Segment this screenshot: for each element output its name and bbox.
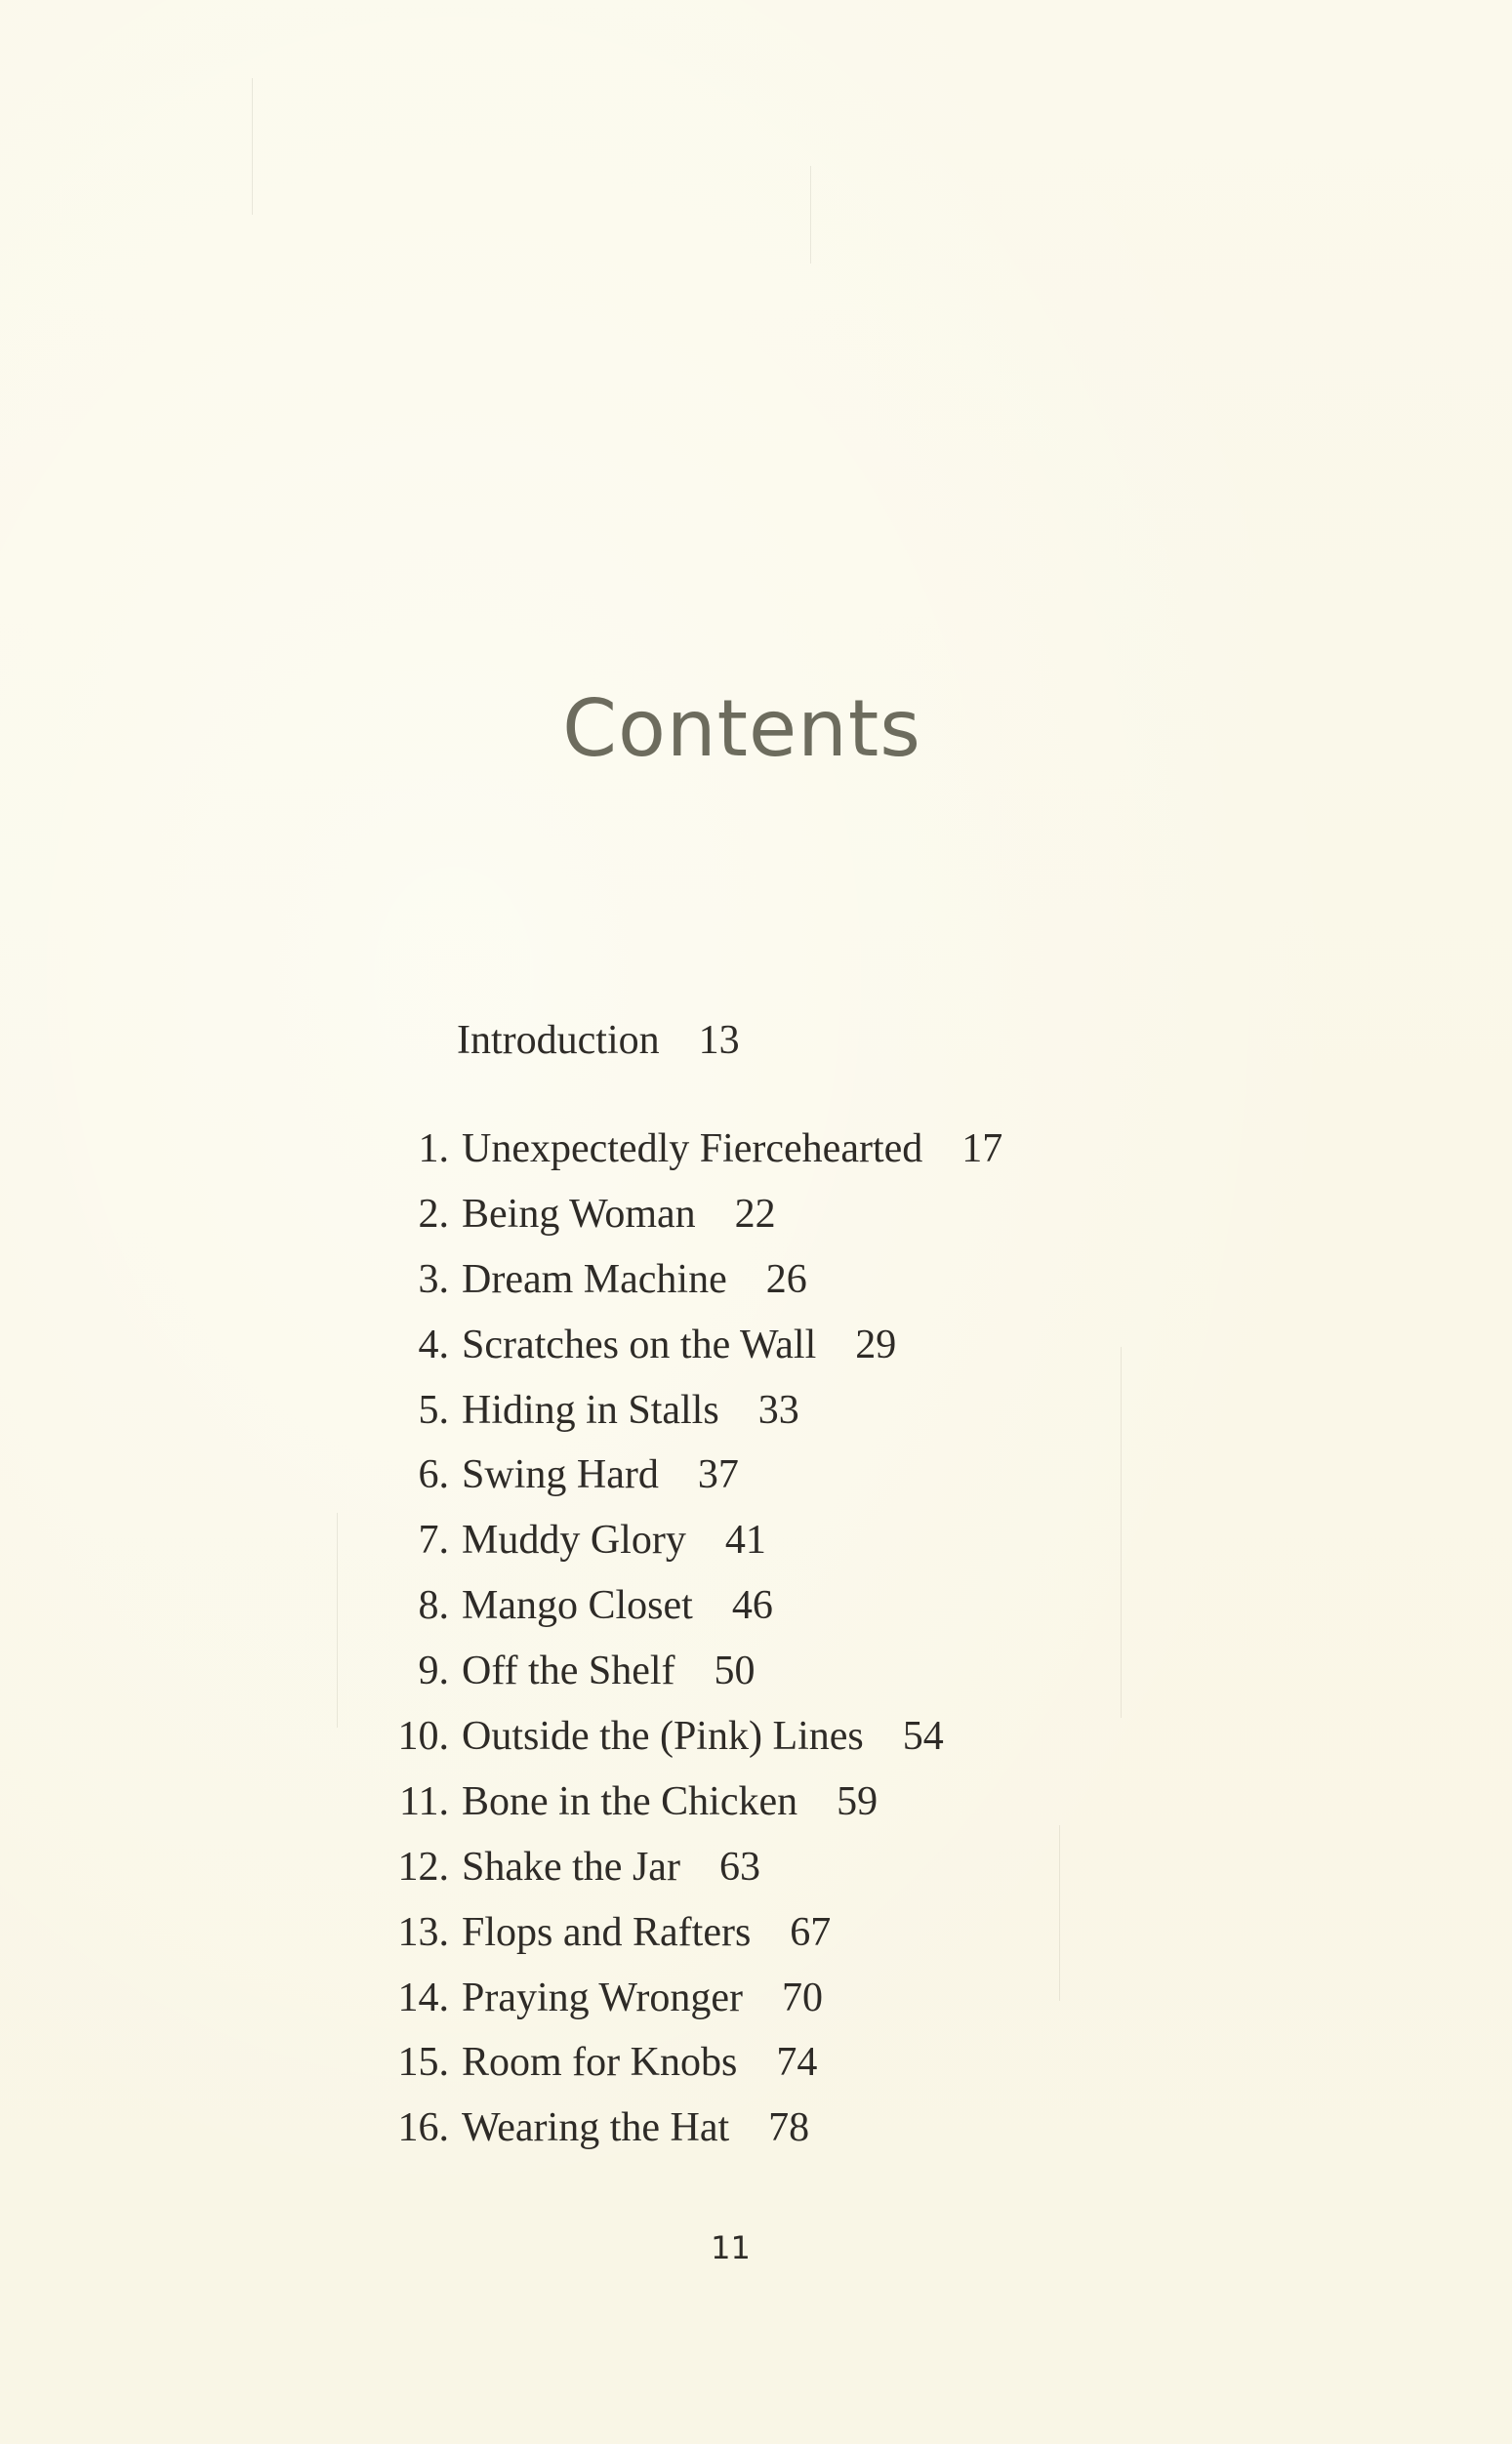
chapter-page-number: 37 (697, 1452, 739, 1498)
toc-entry (371, 1909, 1249, 1975)
scan-mark (252, 78, 253, 215)
chapter-page-number: 50 (714, 1649, 756, 1694)
page-folio: 11 (711, 2229, 751, 2266)
toc-introduction (457, 1017, 740, 1064)
chapter-page-number: 67 (790, 1909, 832, 1955)
chapter-number: 2. (418, 1191, 449, 1237)
toc-entry (371, 2104, 1249, 2170)
chapter-page-number: 59 (837, 1778, 879, 1824)
chapter-number: 14. (397, 1975, 449, 2020)
chapter-number: 15. (397, 2040, 449, 2086)
toc-entry (371, 2039, 1249, 2104)
chapter-page-number: 63 (718, 1844, 760, 1890)
chapter-title: Flops and Rafters (462, 1909, 752, 1955)
chapter-page-number: 33 (757, 1387, 799, 1433)
chapter-number: 13. (397, 1909, 449, 1955)
chapter-page-number: 74 (776, 2040, 818, 2086)
chapter-title: Scratches on the Wall (462, 1322, 817, 1367)
table-of-contents (371, 1125, 1249, 2170)
chapter-title: Room for Knobs (462, 2040, 738, 2086)
chapter-title: Mango Closet (462, 1583, 693, 1629)
chapter-number: 5. (418, 1387, 449, 1433)
chapter-page-number: 78 (768, 2105, 810, 2151)
chapter-number: 10. (397, 1714, 449, 1760)
chapter-number: 3. (418, 1256, 449, 1302)
chapter-title: Muddy Glory (462, 1518, 686, 1564)
toc-entry (371, 1713, 1249, 1778)
chapter-number: 4. (418, 1322, 449, 1367)
toc-entry (371, 1648, 1249, 1713)
toc-entry (371, 1517, 1249, 1582)
chapter-page-number: 54 (902, 1714, 944, 1760)
scan-mark (337, 1513, 338, 1728)
chapter-title: Wearing the Hat (462, 2105, 730, 2151)
chapter-title: Swing Hard (462, 1452, 659, 1498)
chapter-number: 9. (418, 1649, 449, 1694)
chapter-number: 12. (397, 1844, 449, 1890)
chapter-page-number: 22 (734, 1191, 776, 1237)
chapter-page-number: 41 (724, 1518, 766, 1564)
chapter-title: Praying Wronger (462, 1975, 743, 2020)
toc-entry (371, 1322, 1249, 1387)
introduction-title: Introduction (457, 1018, 660, 1063)
toc-entry (371, 1778, 1249, 1844)
toc-entry (371, 1844, 1249, 1909)
toc-entry (371, 1975, 1249, 2040)
toc-entry (371, 1387, 1249, 1452)
chapter-page-number: 29 (855, 1322, 897, 1367)
chapter-title: Bone in the Chicken (462, 1778, 798, 1824)
chapter-number: 8. (418, 1583, 449, 1629)
chapter-page-number: 26 (765, 1256, 807, 1302)
chapter-title: Hiding in Stalls (462, 1387, 719, 1433)
chapter-page-number: 46 (731, 1583, 773, 1629)
chapter-page-number: 17 (961, 1126, 1003, 1171)
toc-entry (371, 1582, 1249, 1648)
toc-entry (371, 1451, 1249, 1517)
chapter-title: Off the Shelf (462, 1649, 675, 1694)
chapter-number: 11. (399, 1778, 449, 1824)
chapter-title: Unexpectedly Fiercehearted (462, 1126, 923, 1171)
chapter-number: 7. (418, 1518, 449, 1564)
chapter-title: Being Woman (462, 1191, 696, 1237)
chapter-number: 1. (418, 1126, 449, 1171)
toc-entry (371, 1125, 1249, 1191)
chapter-page-number: 70 (781, 1975, 823, 2020)
chapter-title: Dream Machine (462, 1256, 727, 1302)
introduction-page-number: 13 (698, 1018, 740, 1063)
toc-entry (371, 1191, 1249, 1256)
page-title: Contents (562, 683, 921, 774)
chapter-number: 16. (397, 2105, 449, 2151)
chapter-number: 6. (418, 1452, 449, 1498)
scan-mark (810, 166, 811, 264)
toc-entry (371, 1256, 1249, 1322)
chapter-title: Outside the (Pink) Lines (462, 1714, 864, 1760)
chapter-title: Shake the Jar (462, 1844, 680, 1890)
